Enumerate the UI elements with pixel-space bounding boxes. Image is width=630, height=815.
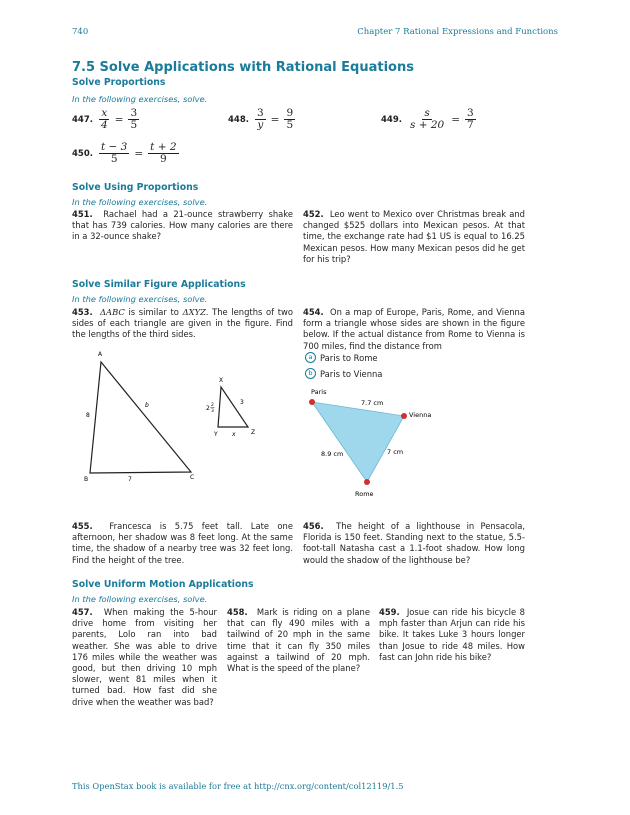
exercise-number: 454. bbox=[303, 307, 324, 317]
triangle-abc bbox=[90, 362, 191, 473]
option-marker: b bbox=[305, 368, 316, 379]
exercise-459 bbox=[379, 607, 525, 663]
vertex-x-label: X bbox=[219, 377, 224, 384]
side-xy-whole: 2 bbox=[206, 405, 210, 412]
exercise-text: Josue can ride his bicycle 8 mph faster than Arjun can ride his bike. It takes Luke 3 hours longer than Josue to ride 48 miles. How fast can John ride his bike? bbox=[379, 607, 525, 662]
exercise-text: Mark is riding on a plane that can fly 490 miles with a tailwind of 20 mph in the same time that it can fly 350 miles against a tailwind of 20 mph. What is the speed of the plane? bbox=[227, 607, 370, 674]
side-xz-label: 3 bbox=[240, 399, 244, 406]
numerator: x bbox=[101, 107, 108, 119]
denominator: y bbox=[257, 119, 264, 131]
exercise-458 bbox=[227, 607, 370, 674]
exercise-number: 458. bbox=[227, 607, 248, 617]
exercise-452 bbox=[303, 209, 525, 265]
equals-sign: = bbox=[270, 113, 280, 126]
subsection-heading-using-proportions: Solve Using Proportions bbox=[72, 182, 199, 193]
equals-sign: = bbox=[134, 147, 144, 160]
triangle-abc-label: ΔABC bbox=[99, 307, 125, 317]
vertex-b-label: B bbox=[84, 476, 89, 483]
exercise-455 bbox=[72, 521, 293, 566]
rome-marker bbox=[364, 479, 370, 485]
equals-sign: = bbox=[114, 113, 124, 126]
side-ac-label: b bbox=[145, 402, 149, 409]
paris-label: Paris bbox=[311, 388, 327, 396]
numerator: 3 bbox=[467, 107, 474, 119]
europe-map-triangle bbox=[305, 384, 455, 504]
triangle-xyz bbox=[218, 387, 248, 427]
numerator: s bbox=[424, 107, 430, 119]
exercise-456 bbox=[303, 521, 525, 566]
subsection-heading-uniform-motion: Solve Uniform Motion Applications bbox=[72, 579, 254, 590]
exercise-447 bbox=[72, 108, 141, 131]
side-bc-label: 7 bbox=[128, 476, 132, 483]
exercise-text: The lengths of two sides of each triangle are given in the figure. Find the lengths of the third sides. bbox=[72, 307, 294, 340]
vertex-z-label: Z bbox=[251, 429, 256, 436]
exercise-number: 459. bbox=[379, 607, 400, 617]
option-a bbox=[305, 352, 378, 363]
vienna-label: Vienna bbox=[409, 411, 432, 419]
instruction-similar-figures: In the following exercises, solve. bbox=[72, 294, 208, 304]
triangle-xyz-label: ΔXYZ. bbox=[182, 307, 209, 317]
page-number: 740 bbox=[72, 27, 89, 37]
exercise-number: 452. bbox=[303, 209, 324, 219]
exercise-457 bbox=[72, 607, 217, 708]
footer-text: This OpenStax book is available for free at http://cnx.org/content/col12119/1.5 bbox=[72, 781, 404, 791]
chapter-title: Chapter 7 Rational Expressions and Functions bbox=[357, 27, 558, 37]
numerator: 3 bbox=[130, 107, 138, 119]
vertex-a-label: A bbox=[98, 351, 103, 358]
exercise-number: 451. bbox=[72, 209, 93, 219]
instruction-proportions: In the following exercises, solve. bbox=[72, 94, 208, 104]
option-marker: a bbox=[305, 352, 316, 363]
exercise-text: The height of a lighthouse in Pensacola, Florida is 150 feet. Standing next to the statue, 5.5-foot-tall Natasha cast a 1.1-foot shadow. How long would the shadow of the lighthouse be? bbox=[303, 521, 525, 565]
denominator: 7 bbox=[467, 119, 474, 131]
vienna-rome-distance: 7 cm bbox=[387, 448, 404, 456]
option-text: Paris to Rome bbox=[320, 352, 378, 363]
side-ab-label: 8 bbox=[86, 412, 90, 419]
similar-triangles-figure bbox=[72, 345, 297, 485]
denominator: 5 bbox=[130, 119, 138, 131]
subsection-heading-proportions: Solve Proportions bbox=[72, 77, 166, 88]
paris-marker bbox=[309, 399, 315, 405]
denominator: 5 bbox=[286, 119, 294, 131]
exercise-454 bbox=[303, 307, 525, 352]
side-xy-denominator: 3 bbox=[211, 409, 214, 414]
equation bbox=[253, 108, 297, 131]
exercise-text: Rachael had a 21-ounce strawberry shake that has 739 calories. How many calories are there in a 32-ounce shake? bbox=[72, 209, 293, 242]
exercise-number: 450. bbox=[72, 148, 93, 159]
denominator: 5 bbox=[110, 153, 118, 165]
exercise-number: 447. bbox=[72, 114, 93, 125]
exercise-number: 453. bbox=[72, 307, 93, 317]
exercise-number: 456. bbox=[303, 521, 324, 531]
denominator: s + 20 bbox=[409, 119, 445, 131]
option-b bbox=[305, 368, 382, 379]
numerator: t − 3 bbox=[100, 141, 128, 153]
subsection-heading-similar-figures: Solve Similar Figure Applications bbox=[72, 279, 246, 290]
vertex-y-label: Y bbox=[214, 431, 218, 438]
side-xy-numerator: 2 bbox=[211, 403, 214, 408]
exercise-448 bbox=[228, 108, 297, 131]
numerator: t + 2 bbox=[150, 141, 177, 153]
exercise-number: 455. bbox=[72, 521, 93, 531]
paris-rome-distance: 8.9 cm bbox=[321, 450, 344, 458]
exercise-text: is similar to bbox=[128, 307, 179, 317]
exercise-number: 449. bbox=[381, 114, 402, 125]
instruction-using-proportions: In the following exercises, solve. bbox=[72, 197, 208, 207]
section-title: 7.5 Solve Applications with Rational Equations bbox=[72, 60, 414, 75]
instruction-uniform-motion: In the following exercises, solve. bbox=[72, 594, 208, 604]
equation bbox=[97, 142, 181, 165]
exercise-text: When making the 5-hour drive home from visiting her parents, Lolo ran into bad weather. She was able to drive 176 miles while the weather was good, but then driving 10 mph slower, went 81 miles when it turned bad. How fast did she drive when the weather was bad? bbox=[72, 607, 218, 707]
denominator: 4 bbox=[100, 119, 108, 131]
vienna-marker bbox=[401, 413, 407, 419]
exercise-453 bbox=[72, 307, 293, 341]
exercise-text: On a map of Europe, Paris, Rome, and Vienna form a triangle whose sides are shown in the figure below. If the actual distance from Rome to Vienna is 700 miles, find the distance from bbox=[303, 307, 526, 351]
paris-vienna-distance: 7.7 cm bbox=[361, 399, 384, 407]
exercise-text: Francesca is 5.75 feet tall. Late one afternoon, her shadow was 8 feet long. At the same time, the shadow of a nearby tree was 32 feet long. Find the height of the tree. bbox=[72, 521, 293, 565]
rome-label: Rome bbox=[355, 490, 374, 498]
numerator: 3 bbox=[256, 107, 264, 119]
exercise-449 bbox=[381, 108, 478, 131]
map-triangle-area bbox=[312, 402, 404, 482]
exercise-451 bbox=[72, 209, 293, 243]
exercise-number: 457. bbox=[72, 607, 93, 617]
numerator: 9 bbox=[286, 107, 294, 119]
equation bbox=[406, 108, 478, 131]
exercise-text: Leo went to Mexico over Christmas break and changed $525 dollars into Mexican pesos. At that time, the exchange rate had $1 US is equal to 16.25 Mexican pesos. How many Mexican pesos did he get for his trip? bbox=[303, 209, 525, 264]
exercise-number: 448. bbox=[228, 114, 249, 125]
equals-sign: = bbox=[451, 113, 461, 126]
equation bbox=[97, 108, 141, 131]
side-yz-label: x bbox=[232, 431, 236, 438]
exercise-450 bbox=[72, 142, 181, 165]
denominator: 9 bbox=[160, 153, 167, 165]
option-text: Paris to Vienna bbox=[320, 368, 383, 379]
vertex-c-label: C bbox=[190, 474, 195, 481]
